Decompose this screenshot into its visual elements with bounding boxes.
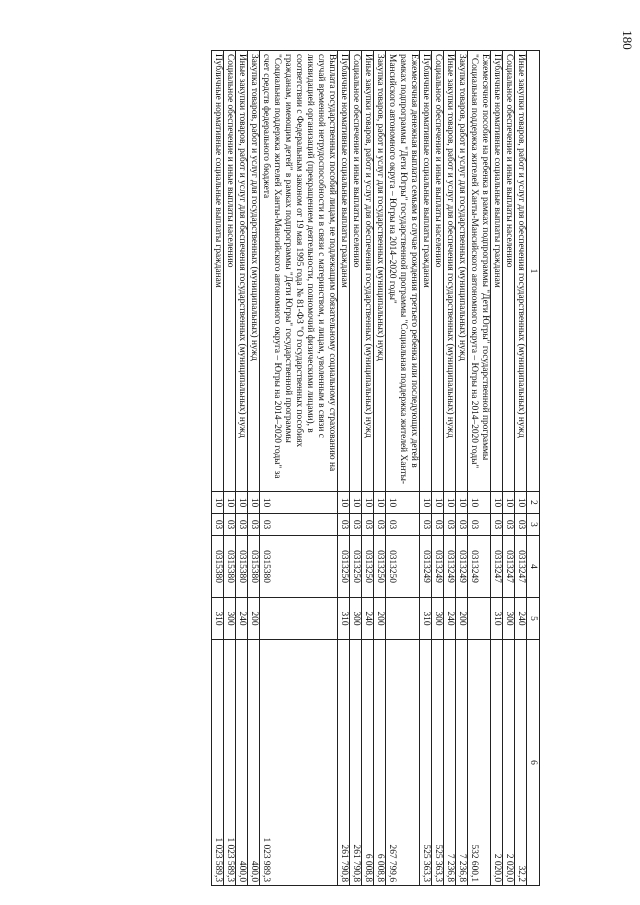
header-row — [527, 51, 540, 886]
row-description: Публичные нормативные социальные выплаты гражданам — [212, 51, 224, 492]
row-expense-type-code: 240 — [362, 598, 374, 640]
page-number: 180 — [619, 30, 635, 50]
row-subsection-code: 03 — [386, 514, 420, 536]
table-row — [468, 51, 491, 886]
row-expense-type-code: 200 — [456, 598, 468, 640]
row-target-article-code: 0313249 — [468, 536, 491, 598]
column-header: 6 — [527, 640, 540, 886]
row-target-article-code: 0313249 — [456, 536, 468, 598]
row-section-code: 10 — [260, 492, 338, 514]
table-row — [350, 51, 362, 886]
row-expense-type-code: 240 — [444, 598, 456, 640]
row-expense-type-code: 240 — [515, 598, 527, 640]
column-header: 2 — [527, 492, 540, 514]
row-target-article-code: 0315380 — [248, 536, 260, 598]
row-description: Закупка товаров, работ и услуг для государственных (муниципальных) нужд — [456, 51, 468, 492]
row-description: Закупка товаров, работ и услуг для государственных (муниципальных) нужд — [374, 51, 386, 492]
table-row — [248, 51, 260, 886]
row-section-code: 10 — [444, 492, 456, 514]
row-amount: 7 236,8 — [456, 640, 468, 886]
row-amount: 267 799,6 — [386, 640, 420, 886]
row-amount: 1 023 589,3 — [212, 640, 224, 886]
table-row — [362, 51, 374, 886]
row-amount: 400,0 — [236, 640, 248, 886]
row-target-article-code: 0313247 — [515, 536, 527, 598]
row-expense-type-code: 300 — [503, 598, 515, 640]
table-row — [456, 51, 468, 886]
row-section-code: 10 — [503, 492, 515, 514]
table-row — [338, 51, 350, 886]
row-subsection-code: 03 — [248, 514, 260, 536]
row-amount: 6 008,8 — [362, 640, 374, 886]
row-target-article-code: 0315380 — [212, 536, 224, 598]
row-subsection-code: 03 — [350, 514, 362, 536]
row-description: Иные закупки товаров, работ и услуг для обеспечения государственных (муниципальных) нужд — [362, 51, 374, 492]
row-amount: 261 790,8 — [338, 640, 350, 886]
row-subsection-code: 03 — [432, 514, 444, 536]
row-section-code: 10 — [515, 492, 527, 514]
row-description: Публичные нормативные социальные выплаты гражданам — [491, 51, 503, 492]
column-header: 5 — [527, 598, 540, 640]
row-subsection-code: 03 — [260, 514, 338, 536]
row-amount: 2 020,0 — [503, 640, 515, 886]
row-expense-type-code: 240 — [236, 598, 248, 640]
row-amount: 525 363,3 — [420, 640, 432, 886]
row-expense-type-code: 200 — [248, 598, 260, 640]
row-expense-type-code — [468, 598, 491, 640]
row-section-code: 10 — [432, 492, 444, 514]
row-amount: 400,0 — [248, 640, 260, 886]
row-target-article-code: 0313249 — [420, 536, 432, 598]
row-section-code: 10 — [236, 492, 248, 514]
row-description: Выплата государственных пособий лицам, не подлежащим обязательному социальному страхованию на случай временной нетрудоспособности и в связи с материнством, и лицам, уволенным в связи с ликвидацией организаций (прекращением деятельности, полномочий физическими лицами), в соответствии с Федеральным законом от 19 мая 1995 года № 81-ФЗ "О государственных пособиях гражданам, имеющим детей" в рамках подпрограммы "Дети Югры" государственной программы "Социальная поддержка жителей Ханты-Мансийского автономного округа – Югры на 2014–2020 годы" за счет средств федерального бюджета — [260, 51, 338, 492]
row-subsection-code: 03 — [212, 514, 224, 536]
table-row — [503, 51, 515, 886]
row-section-code: 10 — [362, 492, 374, 514]
row-section-code: 10 — [350, 492, 362, 514]
row-description: Социальное обеспечение и иные выплаты населению — [350, 51, 362, 492]
row-description: Публичные нормативные социальные выплаты гражданам — [338, 51, 350, 492]
table-row — [444, 51, 456, 886]
row-description: Иные закупки товаров, работ и услуг для обеспечения государственных (муниципальных) нужд — [444, 51, 456, 492]
row-subsection-code: 03 — [515, 514, 527, 536]
row-subsection-code: 03 — [224, 514, 236, 536]
row-section-code: 10 — [420, 492, 432, 514]
row-target-article-code: 0313250 — [350, 536, 362, 598]
table-row — [236, 51, 248, 886]
column-header: 4 — [527, 536, 540, 598]
row-expense-type-code: 300 — [350, 598, 362, 640]
row-description: Социальное обеспечение и иные выплаты населению — [432, 51, 444, 492]
row-section-code: 10 — [386, 492, 420, 514]
table-row — [374, 51, 386, 886]
row-subsection-code: 03 — [456, 514, 468, 536]
row-expense-type-code: 310 — [338, 598, 350, 640]
row-section-code: 10 — [248, 492, 260, 514]
row-expense-type-code: 200 — [374, 598, 386, 640]
row-subsection-code: 03 — [491, 514, 503, 536]
row-subsection-code: 03 — [444, 514, 456, 536]
row-target-article-code: 0313247 — [491, 536, 503, 598]
table-row — [432, 51, 444, 886]
table-row — [515, 51, 527, 886]
row-subsection-code: 03 — [362, 514, 374, 536]
column-header: 3 — [527, 514, 540, 536]
row-expense-type-code: 310 — [491, 598, 503, 640]
table-row — [260, 51, 338, 886]
row-section-code: 10 — [491, 492, 503, 514]
row-target-article-code: 0313249 — [444, 536, 456, 598]
row-description: Иные закупки товаров, работ и услуг для обеспечения государственных (муниципальных) нужд — [515, 51, 527, 492]
row-expense-type-code: 300 — [224, 598, 236, 640]
row-description: Социальное обеспечение и иные выплаты населению — [503, 51, 515, 492]
row-description: Иные закупки товаров, работ и услуг для обеспечения государственных (муниципальных) нужд — [236, 51, 248, 492]
row-amount: 32,2 — [515, 640, 527, 886]
table-row — [491, 51, 503, 886]
row-expense-type-code: 310 — [420, 598, 432, 640]
row-description: Ежемесячное пособие на ребенка в рамках подпрограммы "Дети Югры" государственной программы "Социальная поддержка жителей Ханты-Мансийского автономного округа – Югры на 2014–2020 годы" — [468, 51, 491, 492]
row-target-article-code: 0313247 — [503, 536, 515, 598]
row-description: Ежемесячная денежная выплата семьям в случае рождения третьего ребенка или последующих детей в рамках подпрограммы "Дети Югры" государственной программы "Социальная поддержка жителей Ханты-Мансийского автономного округа – Югры на 2014–2020 годы" — [386, 51, 420, 492]
row-subsection-code: 03 — [338, 514, 350, 536]
row-description: Социальное обеспечение и иные выплаты населению — [224, 51, 236, 492]
row-expense-type-code: 310 — [212, 598, 224, 640]
row-section-code: 10 — [456, 492, 468, 514]
row-subsection-code: 03 — [468, 514, 491, 536]
rotated-document — [85, 50, 540, 885]
row-target-article-code: 0313250 — [338, 536, 350, 598]
table-body — [212, 51, 527, 886]
row-target-article-code: 0313250 — [362, 536, 374, 598]
row-section-code: 10 — [468, 492, 491, 514]
row-description: Закупка товаров, работ и услуг для государственных (муниципальных) нужд — [248, 51, 260, 492]
row-amount: 525 363,3 — [432, 640, 444, 886]
row-section-code: 10 — [224, 492, 236, 514]
row-subsection-code: 03 — [420, 514, 432, 536]
table-row — [386, 51, 420, 886]
row-subsection-code: 03 — [503, 514, 515, 536]
row-amount: 2 020,0 — [491, 640, 503, 886]
row-section-code: 10 — [374, 492, 386, 514]
budget-table — [211, 50, 540, 886]
row-expense-type-code — [386, 598, 420, 640]
row-subsection-code: 03 — [236, 514, 248, 536]
row-description: Публичные нормативные социальные выплаты гражданам — [420, 51, 432, 492]
row-subsection-code: 03 — [374, 514, 386, 536]
row-expense-type-code — [260, 598, 338, 640]
row-expense-type-code: 300 — [432, 598, 444, 640]
row-amount: 261 790,8 — [350, 640, 362, 886]
row-amount: 1 023 989,3 — [260, 640, 338, 886]
row-amount: 7 236,8 — [444, 640, 456, 886]
row-target-article-code: 0315380 — [236, 536, 248, 598]
row-amount: 6 008,8 — [374, 640, 386, 886]
row-section-code: 10 — [212, 492, 224, 514]
row-target-article-code: 0315380 — [224, 536, 236, 598]
column-header: 1 — [527, 51, 540, 492]
table-row — [212, 51, 224, 886]
row-target-article-code: 0315380 — [260, 536, 338, 598]
row-amount: 532 600,1 — [468, 640, 491, 886]
row-target-article-code: 0313250 — [386, 536, 420, 598]
row-amount: 1 023 589,3 — [224, 640, 236, 886]
row-target-article-code: 0313250 — [374, 536, 386, 598]
table-row — [420, 51, 432, 886]
row-target-article-code: 0313249 — [432, 536, 444, 598]
row-section-code: 10 — [338, 492, 350, 514]
table-row — [224, 51, 236, 886]
